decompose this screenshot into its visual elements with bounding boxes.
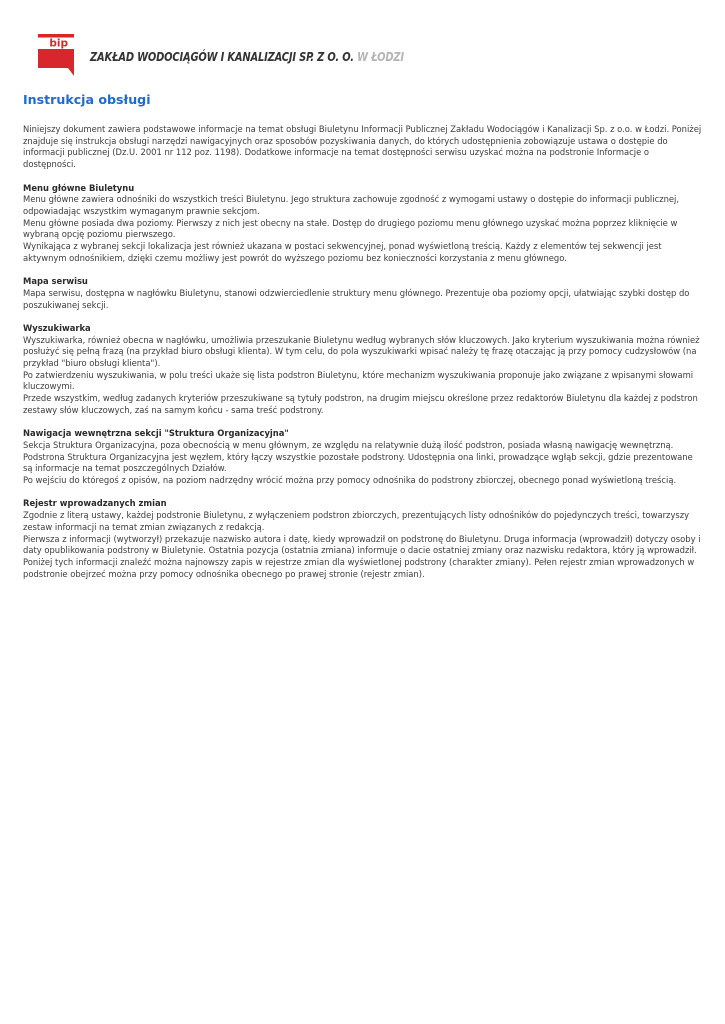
bip-logo-text: bip (49, 37, 68, 50)
section-change-register (23, 498, 703, 580)
section-paragraph: Podstrona Struktura Organizacyjna jest węzłem, który łączy wszystkie pozostałe podstrony. Udostępnia ona linki, prowadzące wgłąb sekcji, gdzie prezentowane są informacje na temat poszczególnych Działów. (23, 451, 693, 474)
section-paragraph: Zgodnie z literą ustawy, każdej podstronie Biuletynu, z wyłączeniem podstron zbiorczych, prezentujących listy odnośników do pojedynczych treści, towarzyszy zestaw informacji na temat zmian związanych z redakcją. (23, 510, 690, 532)
section-site-map (23, 276, 703, 311)
section-main-menu (23, 183, 703, 265)
section-heading: Rejestr wprowadzanych zmian (23, 498, 167, 509)
page-header (38, 34, 698, 78)
section-paragraph: Wynikająca z wybranej sekcji lokalizacja jest również ukazana w postaci sekwencyjnej, ponad wyświetloną treścią. Każdy z elementów tej sekwencji jest aktywnym odnośnikiem, dzięki czemu możliwy jest powrót do wyższego poziomu bez konieczności korzystania z menu głównego. (23, 241, 662, 263)
section-paragraph: Po zatwierdzeniu wyszukiwania, w polu treści ukaże się lista podstron Biuletynu, które mechanizm wyszukiwania proponuje jako związane z wpisanymi słowami kluczowymi. (23, 369, 694, 392)
organization-name-city: W ŁODZI (357, 49, 404, 64)
section-paragraph: Poniżej tych informacji znaleźć można najnowszy zapis w rejestrze zmian dla wyświetlonej podstrony (charakter zmiany). Pełen rejestr zmian wprowadzonych w podstronie obejrzeć można przy pomocy odnośnika obecnego po prawej stronie (rejestr zmian). (23, 556, 695, 579)
bip-logo (38, 34, 74, 76)
section-paragraph: Menu główne zawiera odnośniki do wszystkich treści Biuletynu. Jego struktura zachowuje zgodność z wymogami ustawy o dostępie do informacji publicznej, odpowiadając wszystkim wymaganym prawnie sekcjom. (23, 194, 680, 216)
document-content (23, 124, 703, 580)
section-paragraph: Przede wszystkim, według zadanych kryteriów przeszukiwane są tytuły podstron, na drugim miejscu określone przez redaktorów Biuletynu dla każdej z podstron zestawy słów kluczowych, zaś na samym końcu - sama treść podstrony. (23, 393, 698, 415)
intro-paragraph: Niniejszy dokument zawiera podstawowe informacje na temat obsługi Biuletynu Informacji Publicznej Zakładu Wodociągów i Kanalizacji Sp. z o.o. w Łodzi. Poniżej znajduje się instrukcja obsługi narzędzi nawigacyjnych oraz sposobów pozyskiwania danych, do których udostępnienia zobowiązuje ustawa o dostępie do informacji publicznej (Dz.U. 2001 nr 112 poz. 1198). Dodatkowe informacje na temat dostępności serwisu uzyskać można na podstronie Informacje o dostępności. (23, 124, 702, 170)
section-search (23, 323, 703, 417)
section-paragraph: Mapa serwisu, dostępna w nagłówku Biuletynu, stanowi odzwierciedlenie struktury menu głównego. Prezentuje oba poziomy opcji, ułatwiając szybki dostęp do poszukiwanej sekcji. (23, 287, 690, 310)
section-paragraph: Sekcja Struktura Organizacyjna, poza obecnością w menu głównym, ze względu na relatywnie dużą ilość podstron, posiada własną nawigację wewnętrzną. (23, 439, 674, 450)
section-heading: Nawigacja wewnętrzna sekcji "Struktura Organizacyjna" (23, 428, 289, 439)
organization-name (90, 49, 404, 64)
section-paragraph: Po wejściu do któregoś z opisów, na poziom nadrzędny wrócić można przy pomocy odnośnika do podstrony zbiorczej, obecnego ponad wyświetloną treścią. (23, 475, 677, 486)
page-title: Instrukcja obsługi (23, 92, 151, 107)
section-paragraph: Pierwsza z informacji (wytworzył) przekazuje nazwisko autora i datę, kiedy wprowadził on podstronę do Biuletynu. Druga informacja (wprowadził) dotyczy osoby i daty opublikowania podstrony w Biuletynie. Ostatnia pozycja (ostatnia zmiana) informuje o dacie ostatniej zmiany oraz nazwisku redaktora, który ją wprowadził. (23, 533, 701, 556)
section-heading: Menu główne Biuletynu (23, 182, 135, 193)
section-org-structure-navigation (23, 428, 703, 487)
section-heading: Wyszukiwarka (23, 322, 91, 333)
section-paragraph: Wyszukiwarka, również obecna w nagłówku, umożliwia przeszukanie Biuletynu według wybranych słów kluczowych. Jako kryterium wyszukiwania można również posłużyć się pełną frazą (na przykład biuro obsługi klienta). W tym celu, do pola wyszukiwarki wpisać należy tę frazę otaczając ją przy pomocy cudzysłowów (na przykład "biuro obsługi klienta"). (23, 334, 700, 369)
section-heading: Mapa serwisu (23, 276, 88, 287)
organization-name-main: ZAKŁAD WODOCIĄGÓW I KANALIZACJI SP. Z O. O. (90, 49, 354, 64)
section-paragraph: Menu główne posiada dwa poziomy. Pierwszy z nich jest obecny na stałe. Dostęp do drugiego poziomu menu głównego uzyskać można poprzez kliknięcie w wybraną opcję poziomu pierwszego. (23, 217, 678, 240)
